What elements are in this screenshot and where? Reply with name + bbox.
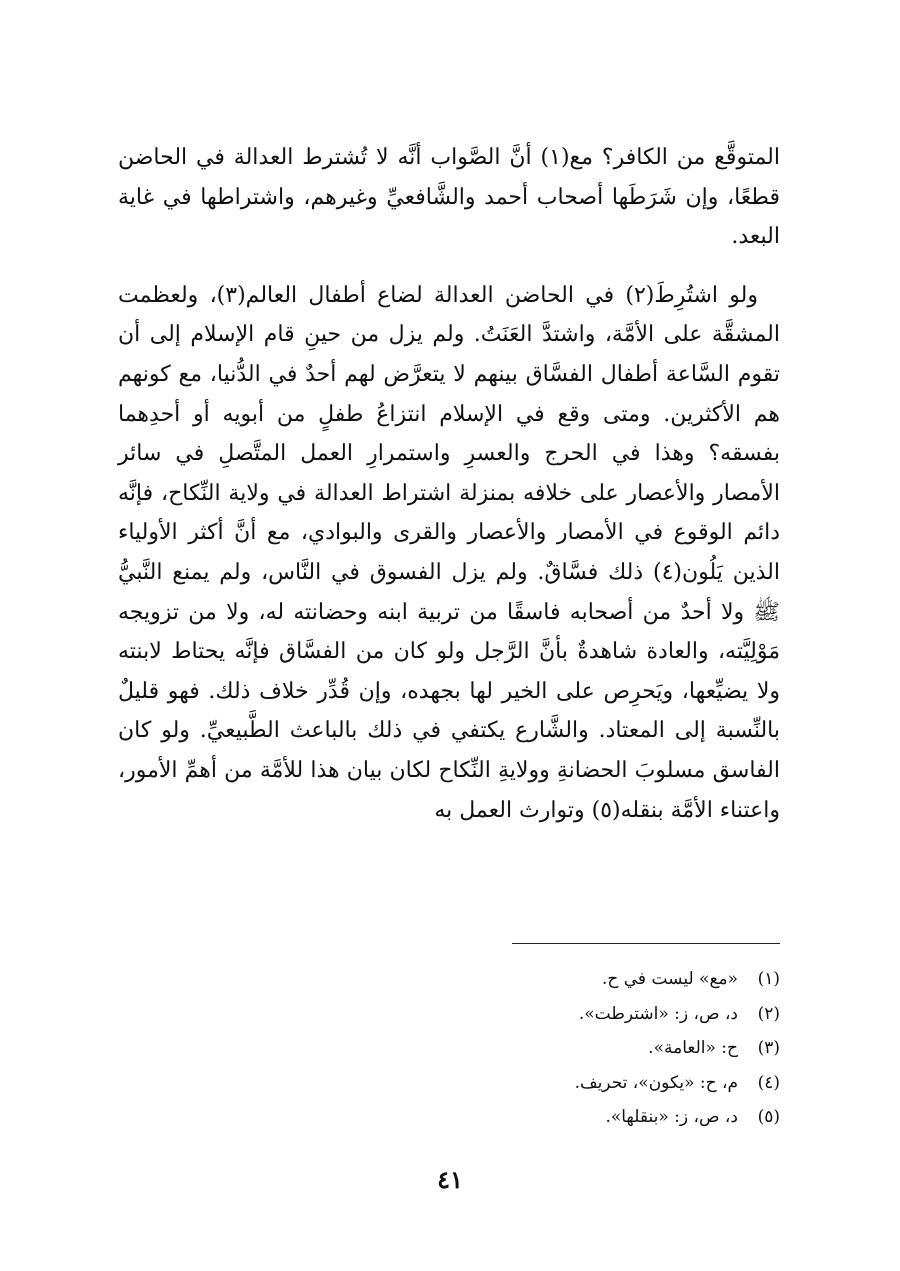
footnote-text: ح: «العامة». (648, 1038, 738, 1058)
footnote-text: د، ص، ز: «بنقلها». (605, 1107, 738, 1127)
paragraph-1: المتوقَّع من الكافر؟ مع(١) أنَّ الصَّواب أنَّه لا تُشترط العدالة في الحاضن قطعًا، وإن شَرَطَها أصحاب أحمد والشَّافعيِّ وغيرهم، واشتراطها في غاية البعد. (118, 145, 780, 250)
main-text (118, 138, 780, 830)
footnote-item (220, 1066, 780, 1101)
footnote-text: «مع» ليست في ح. (601, 969, 738, 989)
footnote-number: (١) (757, 969, 780, 989)
footnote-item (220, 1031, 780, 1066)
footnote-number: (٣) (757, 1038, 780, 1058)
footnote-number: (٢) (757, 1003, 780, 1024)
paragraph-2: ولو اشتُرِطَ(٢) في الحاضن العدالة لضاع أطفال العالم(٣)، ولعظمت المشقَّة على الأمَّة، واشتدَّ العَنَتُ. ولم يزل من حينِ قام الإسلام إلى أن تقوم السَّاعة أطفال الفسَّاق بينهم لا يتعرَّض لهم أحدٌ في الدُّنيا، مع كونهم هم الأكثرين. ومتى وقع في الإسلام انتزاعُ طفلٍ من أبويه أو أحدِهما بفسقه؟ وهذا في الحرج والعسرِ واستمرارِ العمل المتَّصلِ في سائر الأمصار والأعصار على خلافه بمنزلة اشتراط العدالة في ولاية النِّكاح، فإنَّه دائم الوقوع في الأمصار والأعصار والقرى والبوادي، مع أنَّ أكثر الأولياء الذين يَلُون(٤) ذلك فسَّاقٌ. ولم يزل الفسوق في النَّاس، ولم يمنع النَّبيُّ ﷺ ولا أحدٌ من أصحابه فاسقًا من تربية ابنه وحضانته له، ولا من تزويجه مَوْلِيَّته، والعادة شاهدةٌ بأنَّ الرَّجل ولو كان من الفسَّاق فإنَّه يحتاط لابنته ولا يضيِّعها، ويَحرِص على الخير لها بجهده، وإن قُدِّر خلاف ذلك. فهو قليلٌ بالنِّسبة إلى المعتاد. والشَّارع يكتفي في ذلك بالباعث الطَّبيعيِّ. ولو كان الفاسق مسلوبَ الحضانةِ وولايةِ النِّكاح لكان بيان هذا للأمَّة من أهمِّ الأمور، واعتناء الأمَّة بنقله(٥) وتوارث العمل به (118, 282, 780, 823)
footnote-text: د، ص، ز: «اشترطت». (578, 1003, 738, 1024)
footnotes-list (220, 962, 780, 1135)
footnote-separator (512, 943, 780, 944)
footnote-item (220, 962, 780, 997)
footnote-text: م، ح: «يكون»، تحريف. (574, 1072, 738, 1093)
footnote-number: (٤) (757, 1072, 780, 1093)
footnote-number: (٥) (757, 1107, 780, 1127)
footnote-item (220, 997, 780, 1032)
footnote-item (220, 1100, 780, 1135)
page-number: ٤١ (437, 1165, 463, 1194)
